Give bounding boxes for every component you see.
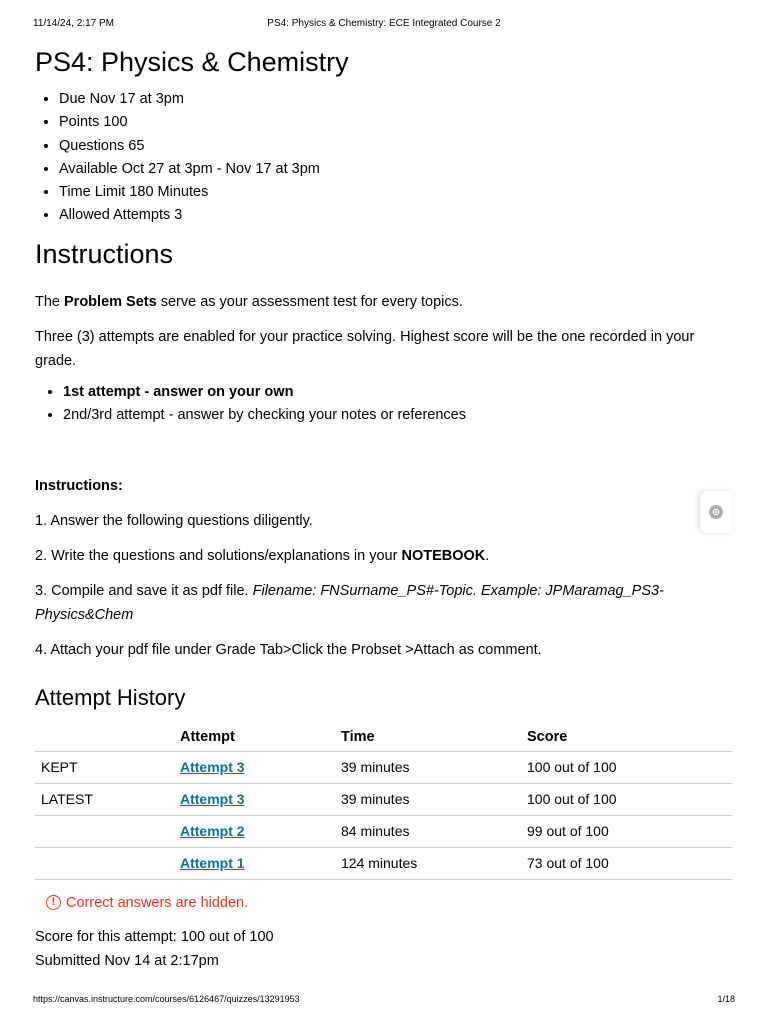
attempt-cell	[180, 751, 341, 783]
attempt-history-table	[35, 723, 732, 880]
step2-bold: NOTEBOOK	[401, 547, 486, 564]
attempts-paragraph: Three (3) attempts are enabled for your practice solving. Highest score will be the one recorded in your grade.	[35, 328, 695, 369]
meta-available	[59, 158, 732, 181]
answers-hidden-notice	[46, 893, 732, 913]
warning-circle-icon: !	[46, 895, 61, 910]
meta-points	[59, 111, 732, 134]
attempt-cell	[180, 783, 341, 815]
attempt-link[interactable]: Attempt 2	[180, 823, 245, 840]
row-tag: LATEST	[35, 783, 180, 815]
time-cell: 84 minutes	[341, 815, 527, 847]
meta-value: 180 Minutes	[129, 184, 209, 201]
table-row	[35, 815, 732, 847]
print-footer	[33, 994, 735, 1008]
row-tag	[35, 847, 180, 879]
attempt-link[interactable]: Attempt 1	[180, 855, 245, 872]
answers-hidden-text: Correct answers are hidden.	[66, 894, 249, 911]
print-date: 11/14/24, 2:17 PM	[33, 18, 114, 29]
meta-label: Points	[59, 114, 100, 131]
instruction-step-4: 4. Attach your pdf file under Grade Tab>Click the Probset >Attach as comment.	[35, 641, 542, 658]
step3-text: 3. Compile and save it as pdf file.	[35, 582, 253, 599]
print-header	[33, 18, 735, 32]
step2-text: 2. Write the questions and solutions/explanations in your	[35, 547, 402, 564]
column-header	[35, 723, 180, 752]
record-icon	[709, 505, 723, 519]
meta-label: Due	[59, 91, 86, 107]
print-url: https://canvas.instructure.com/courses/6126467/quizzes/13291953	[33, 994, 300, 1004]
quiz-content	[35, 44, 732, 973]
meta-label: Allowed Attempts	[59, 207, 171, 224]
meta-allowed-attempts	[59, 204, 732, 227]
table-row	[35, 783, 732, 815]
column-header-score: Score	[527, 723, 732, 752]
instruction-step-3	[35, 579, 732, 627]
attempt-history-heading: Attempt History	[35, 684, 186, 710]
meta-value: Nov 17 at 3pm	[89, 91, 184, 107]
intro-bold-text: Problem Sets	[64, 293, 157, 310]
row-tag: KEPT	[35, 751, 180, 783]
meta-questions	[59, 135, 732, 158]
page-number: 1/18	[717, 994, 735, 1004]
time-cell: 39 minutes	[341, 783, 527, 815]
instruction-step-1: 1. Answer the following questions diligently.	[35, 512, 313, 529]
meta-due	[59, 88, 732, 111]
attempt-cell	[180, 815, 341, 847]
score-summary	[35, 925, 732, 973]
attempt-notes-list	[35, 381, 732, 428]
time-cell: 39 minutes	[341, 751, 527, 783]
meta-value: 65	[128, 137, 145, 154]
table-row	[35, 847, 732, 879]
score-cell: 100 out of 100	[527, 751, 732, 783]
instructions-subheading: Instructions:	[35, 477, 123, 494]
instructions-heading: Instructions	[35, 238, 174, 269]
meta-value: 3	[174, 207, 183, 224]
meta-value: Oct 27 at 3pm - Nov 17 at 3pm	[121, 160, 320, 177]
meta-value: 100	[103, 114, 128, 131]
attempt-link[interactable]: Attempt 3	[180, 759, 245, 776]
column-header-attempt: Attempt	[180, 723, 341, 752]
submitted-time: Submitted Nov 14 at 2:17pm	[35, 952, 219, 969]
meta-label: Available	[59, 160, 118, 177]
page-title: PS4: Physics & Chemistry	[35, 47, 349, 77]
intro-text: The	[35, 293, 65, 310]
score-cell: 73 out of 100	[527, 847, 732, 879]
score-cell: 100 out of 100	[527, 783, 732, 815]
attempt-link[interactable]: Attempt 3	[180, 791, 245, 808]
meta-label: Time Limit	[59, 184, 126, 201]
quiz-details-list	[35, 88, 732, 228]
instruction-step-2	[35, 544, 732, 568]
intro-text-end: serve as your assessment test for every topics.	[156, 293, 463, 310]
time-cell: 124 minutes	[341, 847, 527, 879]
row-tag	[35, 815, 180, 847]
attempt-score: Score for this attempt: 100 out of 100	[35, 928, 274, 945]
table-row	[35, 751, 732, 783]
table-header-row	[35, 723, 732, 752]
meta-time-limit	[59, 181, 732, 204]
meta-label: Questions	[59, 137, 125, 154]
attempt-note: • 2nd/3rd attempt - answer by checking your notes or references	[63, 404, 732, 428]
score-cell: 99 out of 100	[527, 815, 732, 847]
step3-filename: Filename: FNSurname_PS#-Topic. Example: JPMaramag_PS3-Physics&Chem	[35, 582, 664, 623]
instructions-intro	[35, 290, 732, 314]
attempt-cell	[180, 847, 341, 879]
column-header-time: Time	[341, 723, 527, 752]
step2-end: .	[485, 547, 490, 564]
print-title: PS4: Physics & Chemistry: ECE Integrated Course 2	[267, 18, 501, 29]
attempt-note: • 1st attempt - answer on your own	[63, 381, 732, 405]
floating-side-tab[interactable]	[700, 491, 732, 533]
